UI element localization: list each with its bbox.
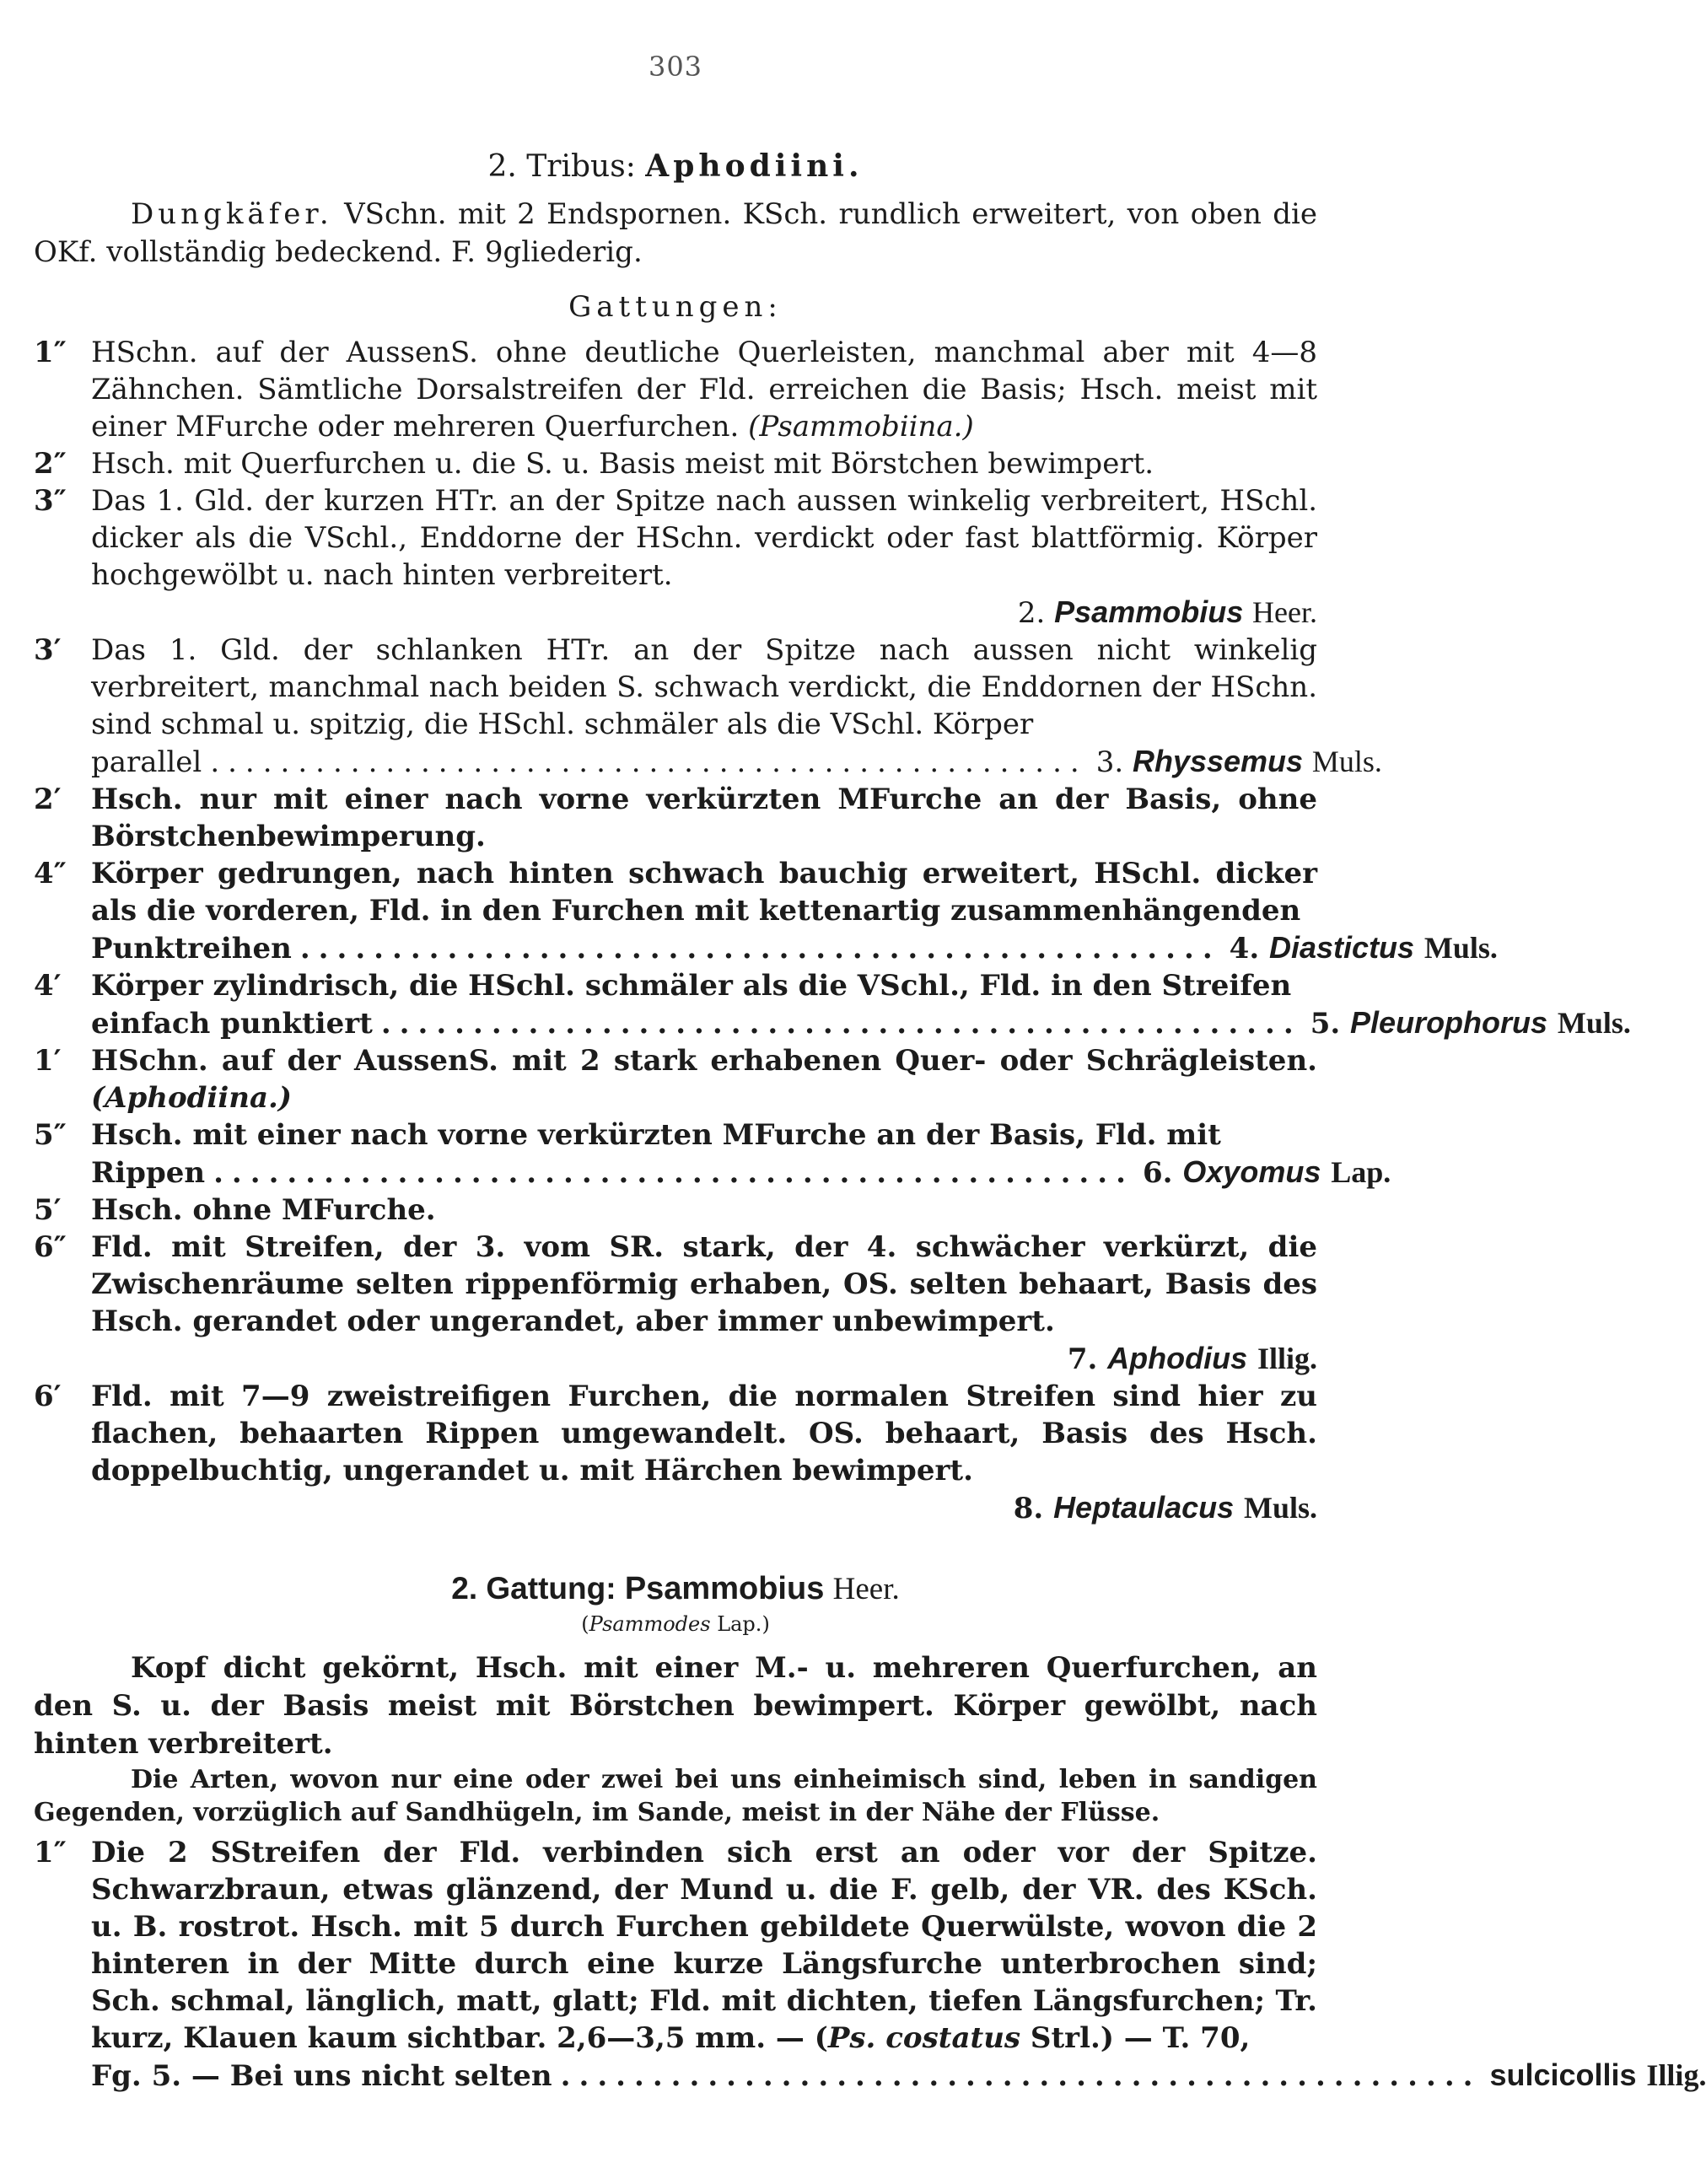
key-entry-5b [34, 1192, 1317, 1229]
species-name: sulcicollis [1489, 2058, 1637, 2092]
key-text: Hsch. ohne MFurche. [91, 1193, 436, 1227]
key-number: 6′ [34, 1380, 62, 1413]
section-synonym: (Psammodes Lap.) [581, 1612, 770, 1636]
genus-author: Muls. [1311, 745, 1382, 778]
tribus-prefix: 2. Tribus: [487, 149, 636, 184]
subtribe-name: (Psammobiina.) [748, 410, 974, 444]
genus-result: Punktreihen .................................................. 4. Diastictus Muls. [91, 930, 1498, 966]
key-entry-4b [34, 967, 1631, 1042]
key-number: 5′ [34, 1193, 62, 1227]
key-number: 1″ [34, 336, 67, 369]
key-entry-3a [34, 482, 1317, 632]
key-text: Die 2 SStreifen der Fld. verbinden sich erst an oder vor der Spitze. Schwarzbraun, etwas glänzend, der Mund u. die F. gelb, der VR. des KSch. u. B. rostrot. Hsch. mit 5 durch Furchen gebildete Querwülste, wovon die 2 hinteren in der Mitte durch eine kurze Längsfurche unterbrochen sind; Sch. schmal, länglich, matt, glatt; Fld. mit dichten, tiefen Längsfurchen; Tr. kurz, Klauen kaum sichtbar. 2,6—3,5 mm. — ( [91, 1836, 1317, 2055]
tribus-heading [34, 148, 1317, 184]
key-number: 1′ [34, 1044, 62, 1078]
key-number: 2′ [34, 783, 62, 816]
key-number: 1″ [34, 1836, 67, 1869]
section-note: Die Arten, wovon nur eine oder zwei bei uns einheimisch sind, leben in sandigen Gegenden, vorzüglich auf Sandhügeln, im Sande, meist in der Nähe der Flüsse. [34, 1765, 1317, 1827]
section-genus-author: Heer. [832, 1572, 900, 1606]
genus-result: 7. Aphodius Illig. [1067, 1341, 1317, 1376]
key-entry-1b [34, 1042, 1317, 1116]
key-entry-3b [34, 632, 1382, 781]
key-entry-5a [34, 1116, 1391, 1192]
genus-name: Pleurophorus [1350, 1005, 1548, 1040]
genus-name: Oxyomus [1182, 1154, 1321, 1189]
key-entry-6a [34, 1229, 1317, 1378]
key-number: 6″ [34, 1230, 67, 1264]
leader-dots: .................................................. [380, 1007, 1302, 1041]
key-text: Fld. mit Streifen, der 3. vom SR. stark, der 4. schwächer verkürzt, die Zwischenräume selten rippenförmig erhaben, OS. selten behaart, Basis des Hsch. gerandet oder ungerandet, aber immer unbewimpert. [91, 1230, 1317, 1338]
genus-author: Muls. [1243, 1491, 1317, 1525]
leader-dots: .................................................. [213, 1156, 1134, 1190]
genus-name: Aphodius [1107, 1341, 1248, 1375]
key-text: HSchn. auf der AussenS. ohne deutliche Querleisten, manchmal aber mit 4—8 Zähnchen. Sämtliche Dorsalstreifen der Fld. erreichen die Basis; Hsch. meist mit einer MFurche oder mehreren Querfurchen. [91, 336, 1317, 444]
species-result: Fg. 5. — Bei uns nicht selten .................................................. sulcicollis Illig. [91, 2058, 1706, 2093]
genus-result: 8. Heptaulacus Muls. [1013, 1490, 1317, 1525]
species-synonym: Ps. costatus [827, 2021, 1021, 2055]
key-number: 5″ [34, 1118, 67, 1152]
key-text: Hsch. nur mit einer nach vorne verkürzten MFurche an der Basis, ohne Börstchenbewimperung. [91, 783, 1317, 853]
key-text: Das 1. Gld. der kurzen HTr. an der Spitze nach aussen winkelig verbreitert, HSchl. dicker als die VSchl., Enddorne der HSchn. verdickt oder fast blattförmig. Körper hochgewölbt u. nach hinten verbreitert. [91, 484, 1317, 592]
genus-result: parallel .................................................. 3. Rhyssemus Muls. [91, 744, 1382, 779]
genus-result: einfach punktiert .................................................. 5. Pleurophorus Muls. [91, 1005, 1631, 1041]
genus-name: Psammobius [1054, 594, 1244, 629]
key-number: 4′ [34, 969, 62, 1003]
species-key-entry: 1″ Die 2 SStreifen der Fld. verbinden sich erst an oder vor der Spitze. Schwarzbraun, etwas glänzend, der Mund u. die F. gelb, der VR. des KSch. u. B. rostrot. Hsch. mit 5 durch Furchen gebildete Querwülste, wovon die 2 hinteren in der Mitte durch eine kurze Längsfurche unterbrochen sind; Sch. schmal, länglich, matt, glatt; Fld. mit dichten, tiefen Längsfurchen; Tr. kurz, Klauen kaum sichtbar. 2,6—3,5 mm. — (Ps. costatus Strl.) — T. 70, Fg. 5. — Bei uns nicht selten .................................................. sulcicollis Illig. [34, 1836, 1706, 2093]
genus-author: Heer. [1252, 595, 1317, 629]
key-number: 4″ [34, 857, 67, 890]
intro-lead: Dungkäfer. [131, 197, 333, 231]
genus-name: Rhyssemus [1132, 744, 1304, 778]
species-author: Illig. [1646, 2058, 1706, 2092]
subtribe-name: (Aphodiina.) [91, 1081, 292, 1115]
page-number: 303 [648, 51, 703, 83]
key-text: Fld. mit 7—9 zweistreifigen Furchen, die normalen Streifen sind hier zu flachen, behaarten Rippen umgewandelt. OS. behaart, Basis des Hsch. doppelbuchtig, ungerandet u. mit Härchen bewimpert. [91, 1380, 1317, 1487]
section-heading: 2. Gattung: Psammobius Heer. [451, 1571, 900, 1606]
section-genus-name: Psammobius [624, 1571, 825, 1606]
tribus-name: Aphodiini. [645, 148, 864, 184]
key-entry-1a [34, 334, 1317, 445]
key-text: Körper gedrungen, nach hinten schwach bauchig erweitert, HSchl. dicker als die vorderen, Fld. in den Furchen mit kettenartig zusammenhängenden [91, 857, 1317, 928]
key-number: 2″ [34, 447, 67, 481]
genus-author: Muls. [1557, 1006, 1631, 1040]
page [34, 51, 1706, 2095]
key-entry-6b [34, 1378, 1317, 1527]
tribus-description [34, 196, 1317, 272]
leader-dots: .................................................. [299, 932, 1221, 966]
key-text: Das 1. Gld. der schlanken HTr. an der Spitze nach aussen nicht winkelig verbreitert, manchmal nach beiden S. schwach verdickt, die Enddornen der HSchn. sind schmal u. spitzig, die HSchl. schmäler als die VSchl. Körper [91, 633, 1317, 741]
leader-dots: .................................................. [210, 745, 1088, 779]
key-text: Hsch. mit Querfurchen u. die S. u. Basis meist mit Börstchen bewimpert. [91, 447, 1154, 481]
genus-author: Lap. [1331, 1155, 1391, 1189]
key-text: Körper zylindrisch, die HSchl. schmäler als die VSchl., Fld. in den Streifen [91, 969, 1292, 1003]
genus-result: Rippen .................................................. 6. Oxyomus Lap. [91, 1154, 1391, 1190]
leader-dots: .................................................. [560, 2059, 1482, 2093]
gattungen-heading: Gattungen: [568, 290, 783, 324]
key-text: HSchn. auf der AussenS. mit 2 stark erhabenen Quer- oder Schrägleisten. [91, 1044, 1317, 1078]
genus-name: Heptaulacus [1053, 1490, 1235, 1525]
intro-text: VSchn. mit 2 Endspornen. KSch. rundlich erweitert, von oben die OKf. vollständig bedeckend. F. 9gliederig. [34, 197, 1317, 269]
key-entry-2a [34, 445, 1317, 482]
key-entry-4a [34, 855, 1498, 967]
genus-name: Diastictus [1269, 930, 1415, 965]
genus-author: Illig. [1257, 1342, 1317, 1375]
genus-result: 2. Psammobius Heer. [1017, 594, 1317, 630]
genus-author: Muls. [1423, 931, 1498, 965]
key-text: Hsch. mit einer nach vorne verkürzten MFurche an der Basis, Fld. mit [91, 1118, 1221, 1152]
key-number: 3′ [34, 633, 62, 667]
key-entry-2b [34, 781, 1317, 855]
section-description: Kopf dicht gekörnt, Hsch. mit einer M.- u. mehreren Querfurchen, an den S. u. der Basis meist mit Börstchen bewimpert. Körper gewölbt, nach hinten verbreitert. [34, 1651, 1317, 1761]
key-number: 3″ [34, 484, 67, 518]
